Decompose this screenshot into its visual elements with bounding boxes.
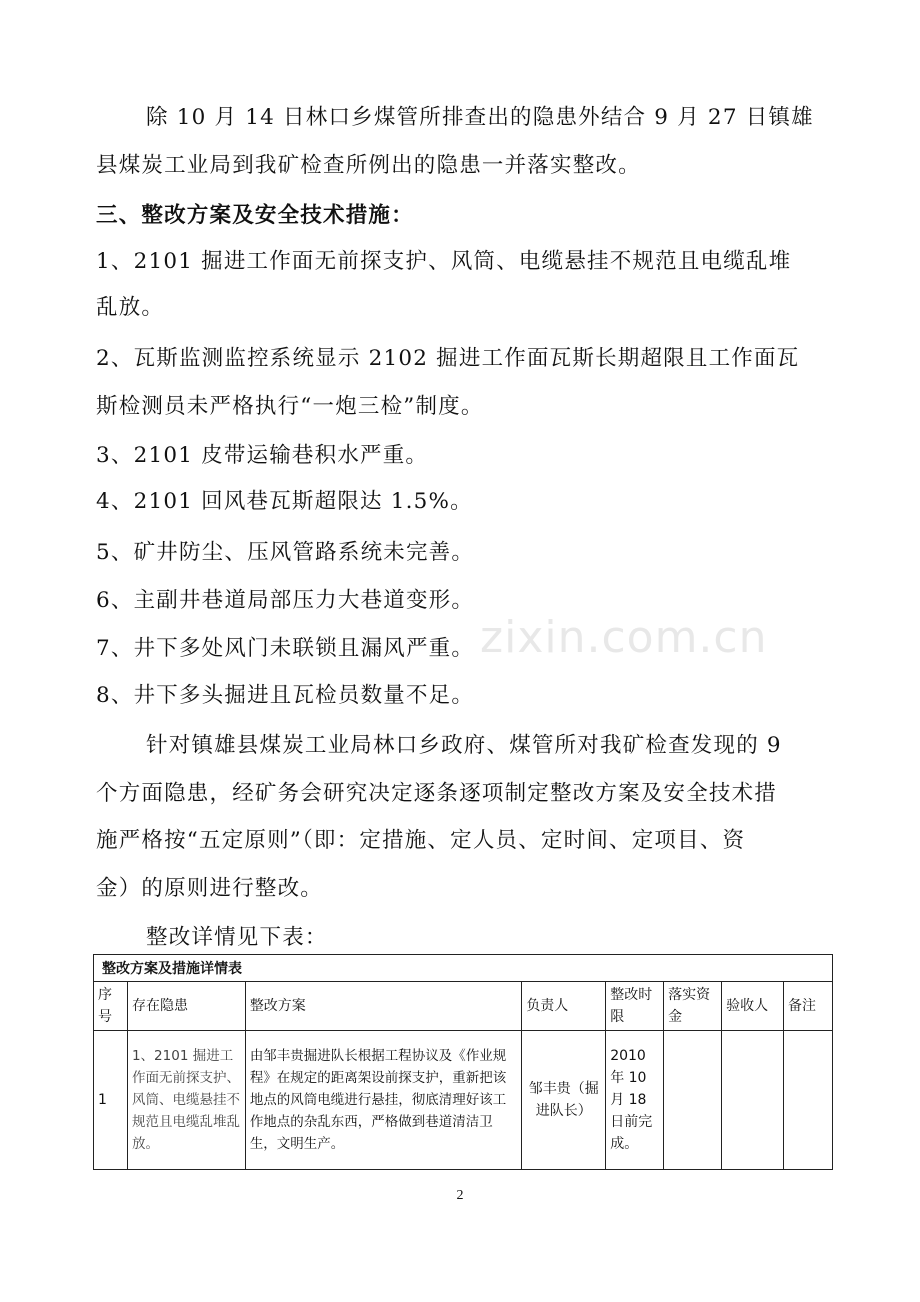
paragraph-line: 5、矿井防尘、压风管路系统未完善。 — [96, 540, 475, 565]
paragraph-line: 乱放。 — [96, 295, 165, 320]
header-cell: 负责人 — [522, 982, 606, 1031]
rectification-table — [93, 954, 833, 1170]
paragraph-line: 2、瓦斯监测监控系统显示 2102 掘进工作面瓦斯长期超限且工作面瓦 — [96, 346, 800, 371]
row-number: 1 — [94, 1031, 128, 1170]
header-cell: 序号 — [94, 982, 128, 1031]
page-number: 2 — [456, 1188, 464, 1203]
paragraph-line: 金）的原则进行整改。 — [96, 876, 324, 901]
paragraph-line: 3、2101 皮带运输巷积水严重。 — [96, 443, 429, 468]
paragraph-line: 8、井下多头掘进且瓦检员数量不足。 — [96, 683, 475, 708]
header-cell: 验收人 — [722, 982, 784, 1031]
section-heading: 三、整改方案及安全技术措施： — [96, 203, 414, 228]
paragraph-line: 4、2101 回风巷瓦斯超限达 1.5%。 — [96, 489, 473, 514]
paragraph-line: 7、井下多处风门未联锁且漏风严重。 — [96, 636, 475, 661]
deadline-cell: 2010 年 10 月 18 日前完成。 — [606, 1031, 664, 1170]
table-row — [94, 1031, 833, 1170]
paragraph-line: 个方面隐患，经矿务会研究决定逐条逐项制定整改方案及安全技术措 — [96, 781, 778, 806]
header-cell: 整改时限 — [606, 982, 664, 1031]
paragraph-line: 1、2101 掘进工作面无前探支护、风筒、电缆悬挂不规范且电缆乱堆 — [96, 249, 792, 274]
table-header-row — [94, 982, 833, 1031]
paragraph-line: 县煤炭工业局到我矿检查所例出的隐患一并落实整改。 — [96, 153, 641, 178]
header-cell: 整改方案 — [245, 982, 522, 1031]
paragraph-line: 斯检测员未严格执行“一炮三检”制度。 — [96, 394, 484, 419]
watermark: zixin.com.cn — [480, 612, 768, 663]
paragraph-line: 针对镇雄县煤炭工业局林口乡政府、煤管所对我矿检查发现的 9 — [146, 733, 782, 758]
paragraph-line: 6、主副井巷道局部压力大巷道变形。 — [96, 588, 475, 613]
paragraph-line: 施严格按“五定原则”（即：定措施、定人员、定时间、定项目、资 — [96, 828, 746, 853]
header-cell: 落实资金 — [664, 982, 722, 1031]
paragraph-line: 除 10 月 14 日林口乡煤管所排查出的隐患外结合 9 月 27 日镇雄 — [146, 105, 814, 130]
remark-cell — [784, 1031, 833, 1170]
paragraph-line: 整改详情见下表： — [146, 925, 328, 950]
funds-cell — [664, 1031, 722, 1170]
hazard-cell: 1、2101 掘进工作面无前探支护、风筒、电缆悬挂不规范且电缆乱堆乱放。 — [127, 1031, 245, 1170]
owner-cell: 邹丰贵（掘进队长） — [522, 1031, 606, 1170]
header-cell: 备注 — [784, 982, 833, 1031]
plan-cell: 由邹丰贵掘进队长根据工程协议及《作业规程》在规定的距离架设前探支护，重新把该地点的风筒电缆进行悬挂，彻底清理好该工作地点的杂乱东西，严格做到巷道清洁卫生，文明生产。 — [245, 1031, 522, 1170]
acceptor-cell — [722, 1031, 784, 1170]
table-caption: 整改方案及措施详情表 — [94, 955, 833, 982]
header-cell: 存在隐患 — [127, 982, 245, 1031]
